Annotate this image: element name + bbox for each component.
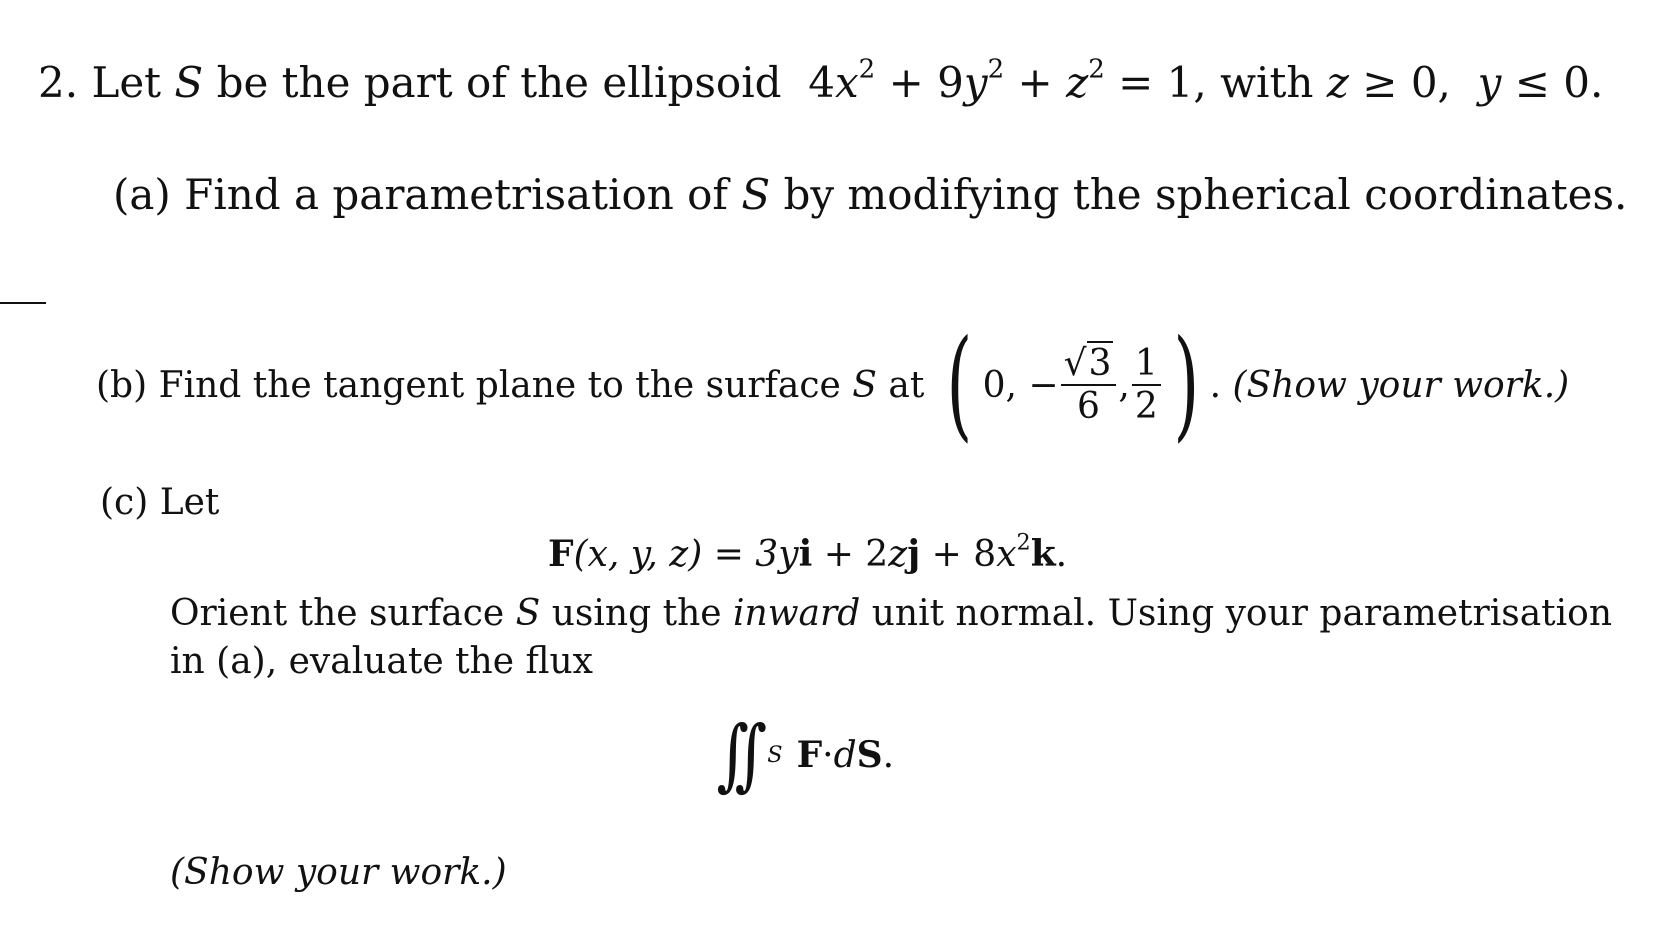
inward-emphasis: inward bbox=[733, 593, 861, 634]
part-a-label: (a) bbox=[113, 170, 171, 219]
fraction-sqrt3-over-6: $\frac{√3}{6}$ bbox=[1061, 343, 1117, 428]
double-integral-sign: ∫∫ bbox=[716, 710, 753, 800]
part-b-label: (b) bbox=[96, 364, 148, 406]
conditions: z ≥ 0, y ≤ 0. bbox=[1326, 58, 1604, 107]
problem-statement bbox=[38, 54, 1604, 107]
point-first: 0, − bbox=[982, 364, 1059, 406]
ellipsoid-equation: $4x^2 + 9y^2 + z^2 = 1$, with bbox=[808, 54, 1314, 107]
part-a-var: S bbox=[741, 170, 771, 219]
problem-intro: Let bbox=[91, 58, 162, 107]
part-c-label: (c) bbox=[100, 482, 149, 523]
orient-line-1: Orient the surface S using the inward unit normal. Using your parametrisation bbox=[170, 593, 1613, 634]
margin-rule bbox=[0, 302, 46, 304]
part-b-text-1: Find the tangent plane to the surface bbox=[158, 364, 841, 406]
part-b-text-2: at bbox=[888, 364, 925, 406]
part-c-show-work: (Show your work.) bbox=[170, 852, 507, 893]
part-a-text-1: Find a parametrisation of bbox=[184, 170, 728, 219]
part-b-show-work: (Show your work.) bbox=[1232, 364, 1570, 406]
part-b-var: S bbox=[852, 364, 877, 406]
point-comma: , bbox=[1118, 364, 1130, 406]
part-a-text-2: by modifying the spherical coordinates. bbox=[783, 170, 1628, 219]
point-period: . bbox=[1209, 364, 1222, 406]
surface-var: S bbox=[174, 58, 204, 107]
part-c-let: Let bbox=[159, 482, 220, 523]
fraction-1-over-2: $\frac{1}{2}$ bbox=[1132, 343, 1161, 428]
flux-integral: ∫∫ S F · d S . bbox=[716, 710, 895, 800]
left-paren: ( bbox=[946, 315, 973, 454]
right-paren: ) bbox=[1173, 315, 1200, 454]
part-b bbox=[96, 315, 1570, 454]
part-a bbox=[113, 170, 1627, 219]
vector-field-equation: F(x, y, $z) = 3yi + 2zj + 8x^2k$. bbox=[548, 529, 1068, 575]
orient-line-2: in (a), evaluate the flux bbox=[170, 641, 593, 682]
part-c-header bbox=[100, 482, 219, 523]
problem-number: 2. bbox=[38, 58, 79, 107]
problem-intro-mid: be the part of the ellipsoid bbox=[216, 58, 782, 107]
